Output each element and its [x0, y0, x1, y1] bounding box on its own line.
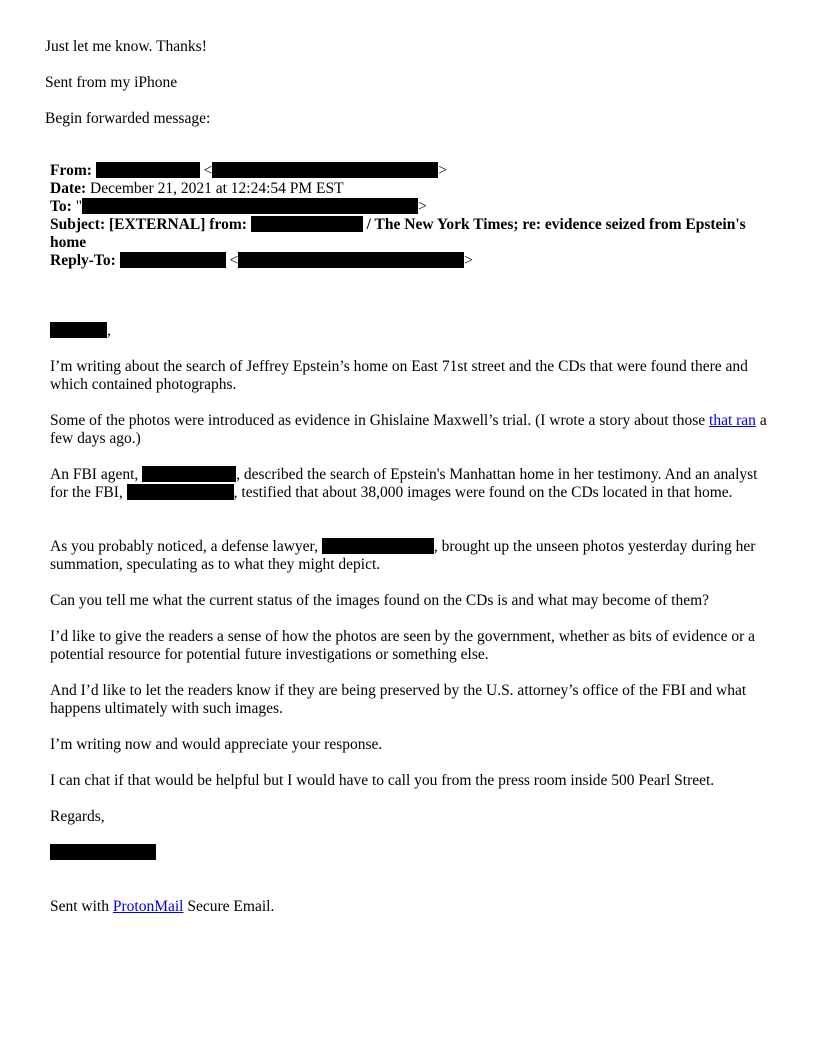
redaction-block	[322, 538, 434, 554]
body-paragraph-2: Some of the photos were introduced as evidence in Ghislaine Maxwell’s trial. (I wrote a story about those that ran a few days ago.)	[50, 412, 767, 447]
body-paragraph-4: As you probably noticed, a defense lawyer, , brought up the unseen photos yesterday during her summation, speculating as to what they might depict.	[50, 538, 756, 573]
header-reply-to: Reply-To: < >	[50, 252, 473, 269]
protonmail-link[interactable]: ProtonMail	[112, 898, 184, 915]
sign-off: Regards,	[50, 808, 105, 825]
redaction-block	[50, 844, 156, 860]
date-label: Date:	[50, 180, 87, 197]
body-paragraph-6: I’d like to give the readers a sense of how the photos are seen by the government, whether as bits of evidence or a potential resource for potential future investigations or something else.	[50, 628, 756, 663]
body-paragraph-3: An FBI agent, , described the search of Epstein's Manhattan home in her testimony. And an analyst for the FBI, , testified that about 38,000 images were found on the CDs located in that home.	[50, 466, 758, 501]
reply-to-label: Reply-To:	[50, 252, 116, 269]
subject-label: Subject:	[50, 216, 106, 233]
redaction-block	[142, 466, 236, 482]
redaction-block	[82, 198, 418, 214]
to-label: To:	[50, 198, 72, 215]
redaction-block	[50, 322, 107, 338]
subject-prefix: [EXTERNAL] from:	[108, 216, 247, 233]
footer-line: Sent with ProtonMail Secure Email.	[50, 898, 275, 915]
story-link[interactable]: that ran	[709, 412, 756, 429]
header-date	[50, 180, 344, 198]
body-paragraph-7: And I’d like to let the readers know if they are being preserved by the U.S. attorney’s office of the FBI and what happens ultimately with such images.	[50, 682, 747, 717]
redaction-block	[212, 162, 438, 178]
body-paragraph-1: I’m writing about the search of Jeffrey Epstein’s home on East 71st street and the CDs that were found there and which contained photographs.	[50, 358, 748, 393]
header-subject	[50, 216, 746, 234]
body-paragraph-5: Can you tell me what the current status of the images found on the CDs is and what may become of them?	[50, 592, 710, 609]
redaction-block	[96, 162, 200, 178]
subject-rest: / The New York Times; re: evidence seized from Epstein's	[366, 216, 746, 233]
redaction-block	[251, 216, 363, 232]
body-paragraph-9: I can chat if that would be helpful but I would have to call you from the press room inside 500 Pearl Street.	[50, 772, 715, 789]
body-paragraph-8: I’m writing now and would appreciate your response.	[50, 736, 383, 753]
from-label: From:	[50, 162, 92, 179]
intro-line-1: Just let me know. Thanks!	[45, 38, 207, 55]
signature-redacted	[50, 844, 156, 862]
intro-line-3: Begin forwarded message:	[45, 110, 211, 127]
redaction-block	[120, 252, 226, 268]
intro-line-2: Sent from my iPhone	[45, 74, 178, 91]
date-value: December 21, 2021 at 12:24:54 PM EST	[90, 180, 344, 197]
header-from: From: < >	[50, 162, 448, 179]
redaction-block	[238, 252, 464, 268]
redaction-block	[127, 484, 234, 500]
header-subject-continued: home	[50, 234, 87, 251]
greeting: ,	[50, 322, 111, 340]
header-to: To: " >	[50, 198, 427, 215]
